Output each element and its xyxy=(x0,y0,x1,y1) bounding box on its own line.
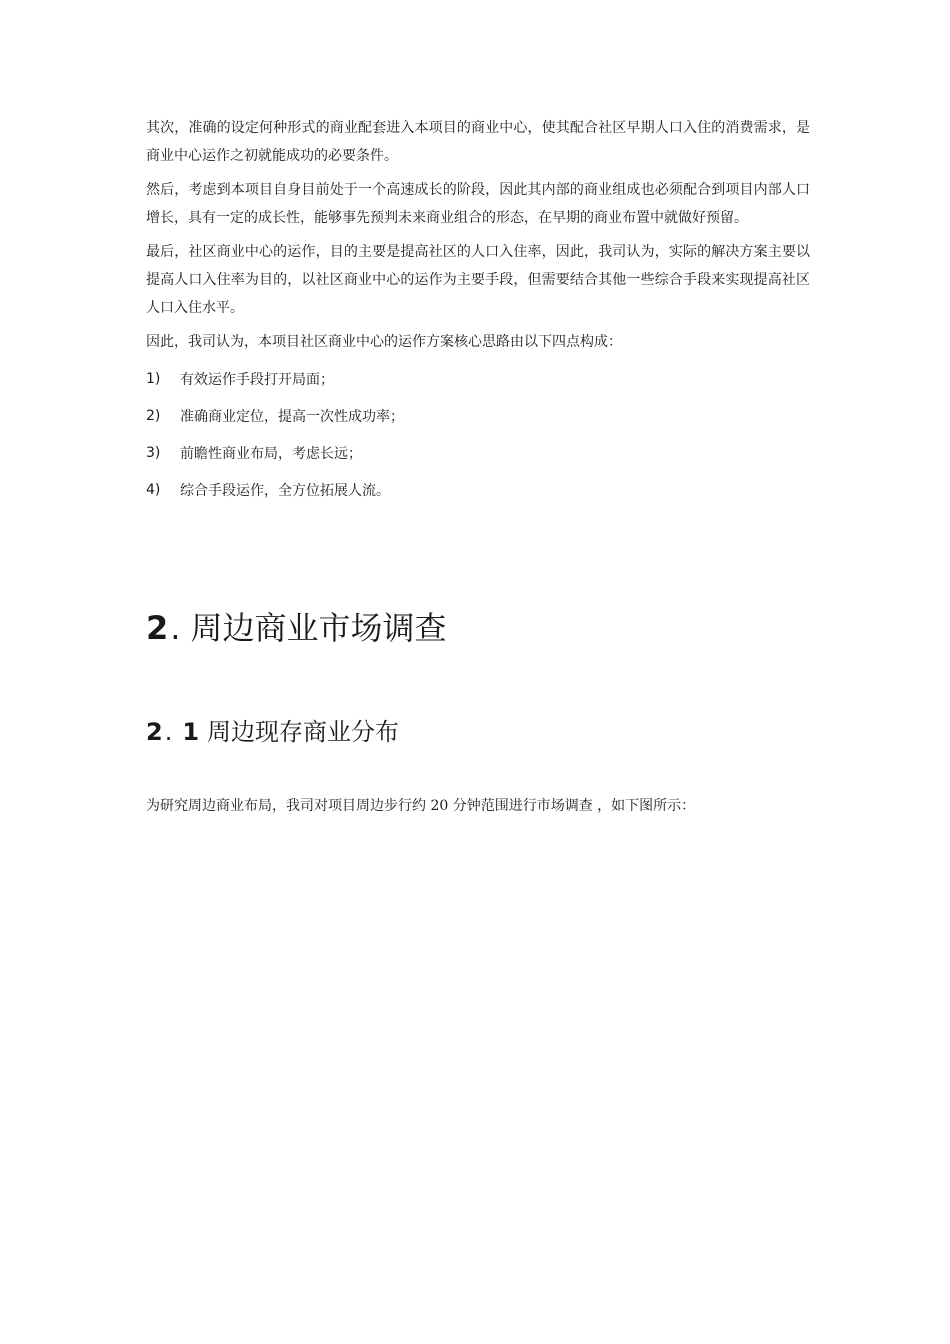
list-text: 前瞻性商业布局，考虑长远； xyxy=(180,446,362,462)
list-text: 综合手段运作，全方位拓展人流。 xyxy=(180,483,390,499)
list-item xyxy=(146,479,810,501)
paragraph-4: 因此，我司认为，本项目社区商业中心的运作方案核心思路由以下四点构成： xyxy=(146,334,622,350)
core-points-list xyxy=(146,368,810,501)
list-item xyxy=(146,405,810,427)
paragraph-3: 最后，社区商业中心的运作，目的主要是提高社区的人口入住率，因此，我司认为，实际的解决方案主要以提高人口入住率为目的，以社区商业中心的运作为主要手段，但需要结合其他一些综合手段来实现提高社区人口入住水平。 xyxy=(146,244,810,316)
section-number: 2 xyxy=(146,609,169,647)
subsection-dot: . xyxy=(164,718,173,746)
subsection-heading xyxy=(146,714,399,750)
document-body xyxy=(146,114,810,516)
list-text: 有效运作手段打开局面； xyxy=(180,372,334,388)
subsection-sub-number: 1 xyxy=(182,718,200,746)
list-number: 2) xyxy=(146,408,161,424)
intro-paragraph: 为研究周边商业布局，我司对项目周边步行约 20 分钟范围进行市场调查 ，如下图所示： xyxy=(146,798,696,814)
list-text: 准确商业定位，提高一次性成功率； xyxy=(180,409,404,425)
section-dot: . xyxy=(170,609,181,647)
section-heading xyxy=(146,604,446,652)
paragraph-2: 然后，考虑到本项目自身目前处于一个高速成长的阶段，因此其内部的商业组成也必须配合到项目内部人口增长，具有一定的成长性，能够事先预判未来商业组合的形态，在早期的商业布置中就做好预留。 xyxy=(146,182,810,226)
section-title: 周边商业市场调查 xyxy=(190,609,447,647)
paragraph-1: 其次，准确的设定何种形式的商业配套进入本项目的商业中心，使其配合社区早期人口入住的消费需求，是商业中心运作之初就能成功的必要条件。 xyxy=(146,120,810,164)
list-item xyxy=(146,368,810,390)
subsection-title: 周边现存商业分布 xyxy=(207,718,400,746)
subsection-number: 2 xyxy=(146,718,163,746)
list-number: 1) xyxy=(146,371,161,387)
list-item xyxy=(146,442,810,464)
list-number: 3) xyxy=(146,445,161,461)
list-number: 4) xyxy=(146,482,161,498)
